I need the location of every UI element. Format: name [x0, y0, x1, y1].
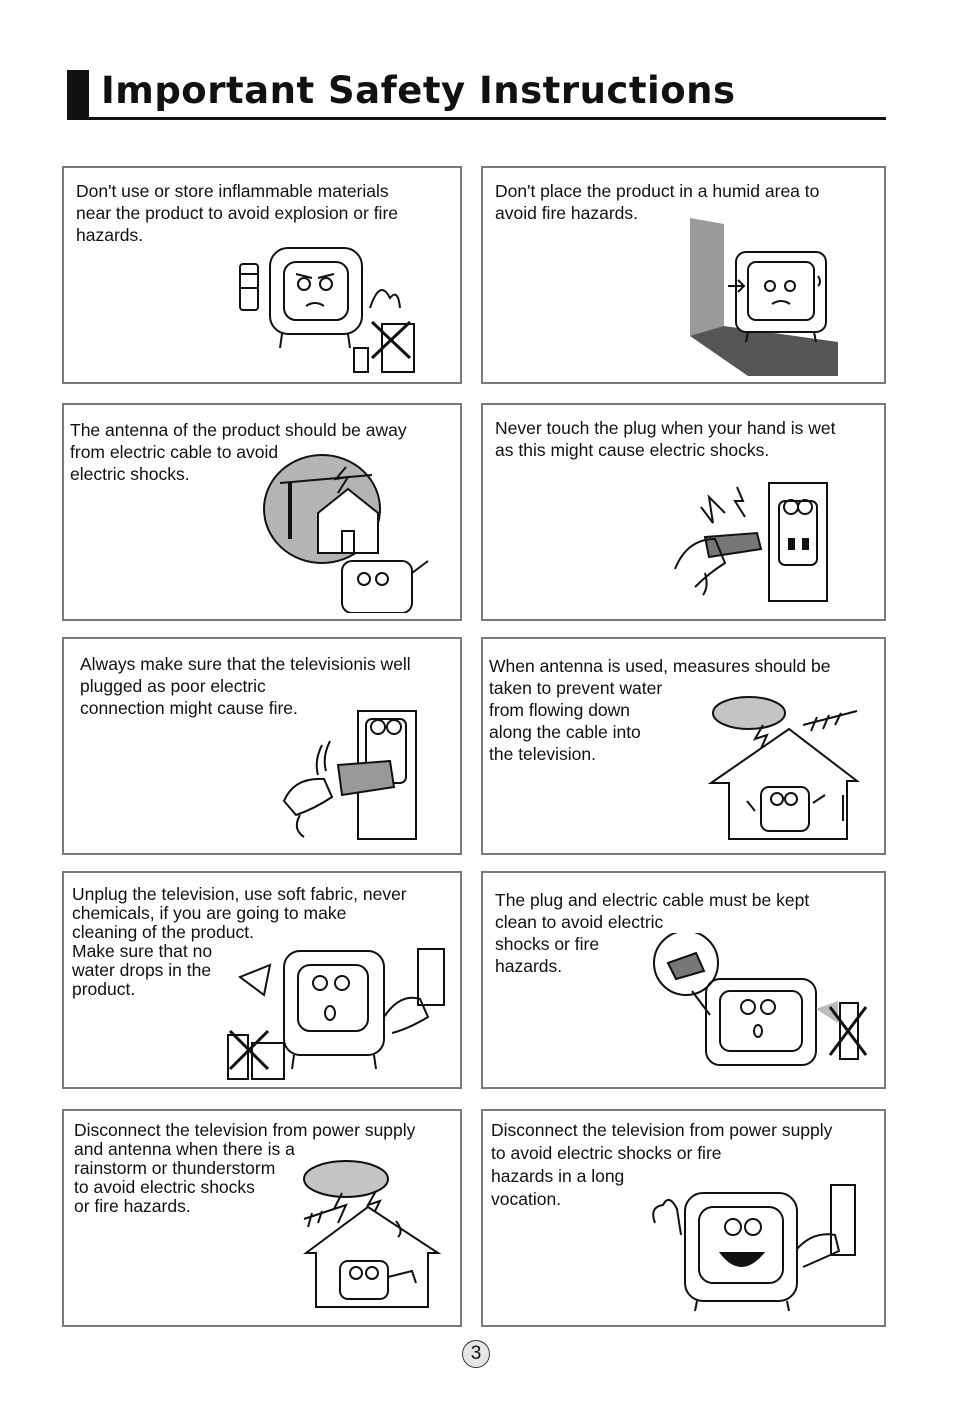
panel-long-vacation	[481, 1109, 886, 1327]
panel-text: The antenna of the product should be away from electric cable to avoid electric shocks.	[70, 420, 407, 484]
panel-text: Never touch the plug when your hand is wet as this might cause electric shocks.	[495, 418, 836, 460]
panel-inflammable-materials	[62, 166, 462, 384]
wet-hand-plug-icon	[665, 477, 835, 607]
panel-text: The plug and electric cable must be kept clean to avoid electric shocks or fire hazards.	[495, 890, 810, 976]
panel-antenna-electric-cable	[62, 403, 462, 621]
panel-plug-well-plugged	[62, 637, 462, 855]
header-bar	[67, 70, 89, 118]
panel-text: Always make sure that the televisionis well plugged as poor electric connection might cause fire.	[80, 654, 411, 718]
antenna-near-cable-icon	[262, 453, 442, 613]
page-number: 3	[462, 1340, 490, 1368]
tv-unplug-cleaning-icon	[224, 943, 449, 1088]
page-header	[67, 68, 886, 120]
panel-clean-plug-cable	[481, 871, 886, 1089]
panel-text: Unplug the television, use soft fabric, never chemicals, if you are going to make cleaning of the product. Make sure that no water drops in the product.	[72, 884, 407, 999]
panel-text: Disconnect the television from power supply and antenna when there is a rainstorm or thunderstorm to avoid electric shocks or fire hazards.	[74, 1120, 416, 1216]
panel-text: Don't use or store inflammable materials near the product to avoid explosion or fire hazards.	[76, 181, 398, 245]
panel-text: Don't place the product in a humid area to avoid fire hazards.	[495, 181, 820, 223]
dusty-plug-spray-icon	[648, 933, 873, 1073]
house-thunderstorm-icon	[294, 1157, 454, 1313]
panel-text: When antenna is used, measures should be taken to prevent water from flowing down along the cable into the television.	[489, 656, 831, 764]
tv-with-chemicals-icon	[222, 238, 422, 378]
tv-in-humid-corner-icon	[688, 216, 848, 381]
house-antenna-rain-icon	[707, 691, 867, 843]
panel-cleaning	[62, 871, 462, 1089]
header-rule	[67, 117, 886, 120]
panel-wet-hand-plug	[481, 403, 886, 621]
tv-unplug-waving-icon	[649, 1183, 859, 1313]
panel-thunderstorm	[62, 1109, 462, 1327]
panel-text: Disconnect the television from power supply to avoid electric shocks or fire hazards in a long vocation.	[491, 1120, 833, 1209]
panel-antenna-water	[481, 637, 886, 855]
page-title: Important Safety Instructions	[101, 69, 736, 112]
panel-humid-area	[481, 166, 886, 384]
hand-plugging-cord-icon	[274, 705, 424, 845]
